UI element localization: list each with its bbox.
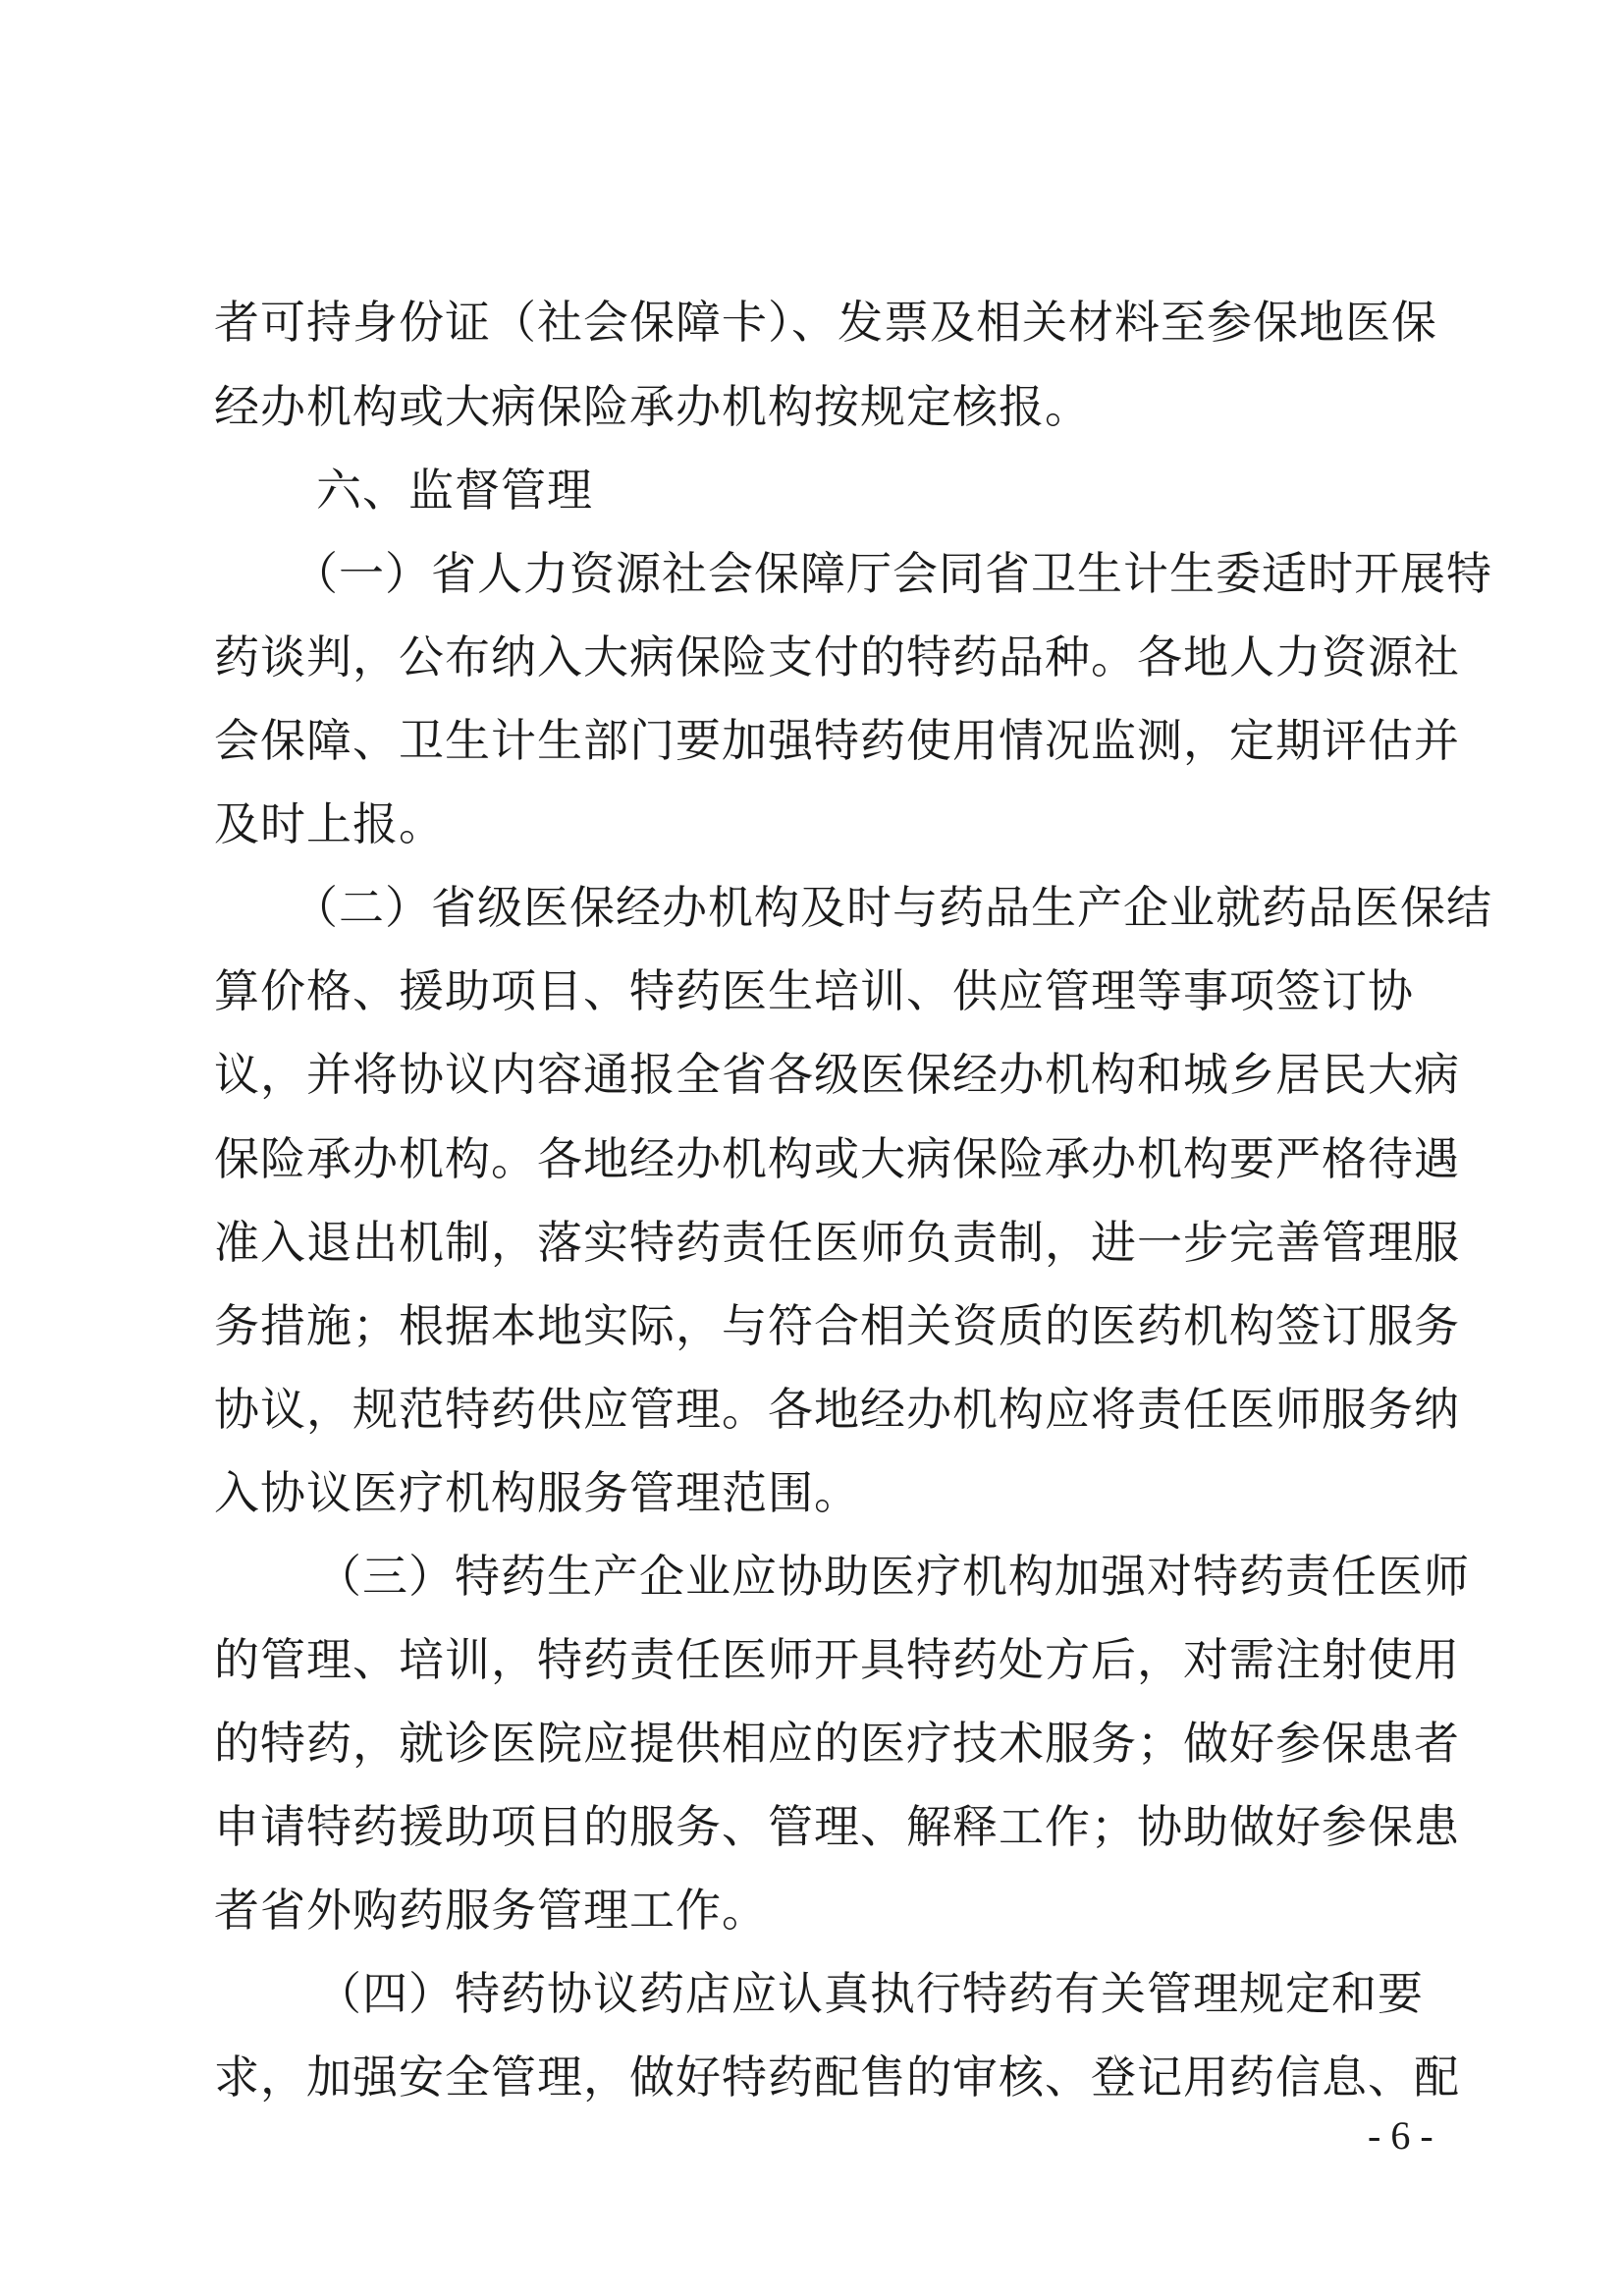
text-line: （一）省人力资源社会保障厅会同省卫生计生委适时开展特 <box>293 547 1492 600</box>
text-line: （二）省级医保经办机构及时与药品生产企业就药品医保结 <box>293 881 1492 934</box>
section-heading: 六、监督管理 <box>316 464 593 517</box>
text-line: 务措施；根据本地实际，与符合相关资质的医药机构签订服务 <box>214 1299 1460 1352</box>
text-line: 的管理、培训，特药责任医师开具特药处方后，对需注射使用 <box>214 1633 1460 1686</box>
text-line: 议，并将协议内容通报全省各级医保经办机构和城乡居民大病 <box>214 1048 1460 1101</box>
text-line: 申请特药援助项目的服务、管理、解释工作；协助做好参保患 <box>214 1800 1460 1853</box>
text-line: 协议，规范特药供应管理。各地经办机构应将责任医师服务纳 <box>214 1383 1460 1436</box>
page-number: - 6 - <box>1368 2113 1433 2158</box>
text-line: 入协议医疗机构服务管理范围。 <box>214 1466 860 1519</box>
text-line: 者省外购药服务管理工作。 <box>214 1884 768 1937</box>
text-line: 保险承办机构。各地经办机构或大病保险承办机构要严格待遇 <box>214 1132 1460 1185</box>
text-line: 会保障、卫生计生部门要加强特药使用情况监测，定期评估并 <box>214 714 1460 767</box>
text-line: 者可持身份证（社会保障卡）、发票及相关材料至参保地医保 <box>214 296 1437 349</box>
text-line: 准入退出机制，落实特药责任医师负责制，进一步完善管理服 <box>214 1216 1460 1269</box>
text-line: 的特药，就诊医院应提供相应的医疗技术服务；做好参保患者 <box>214 1717 1460 1770</box>
text-line: 算价格、援助项目、特药医生培训、供应管理等事项签订协 <box>214 964 1414 1017</box>
text-line: （四）特药协议药店应认真执行特药有关管理规定和要 <box>316 1967 1424 2020</box>
text-line: 经办机构或大病保险承办机构按规定核报。 <box>214 380 1091 433</box>
text-line: （三）特药生产企业应协助医疗机构加强对特药责任医师 <box>316 1550 1470 1603</box>
text-line: 及时上报。 <box>214 797 445 850</box>
text-line: 求，加强安全管理，做好特药配售的审核、登记用药信息、配 <box>214 2050 1460 2104</box>
text-line: 药谈判，公布纳入大病保险支付的特药品种。各地人力资源社 <box>214 630 1460 683</box>
